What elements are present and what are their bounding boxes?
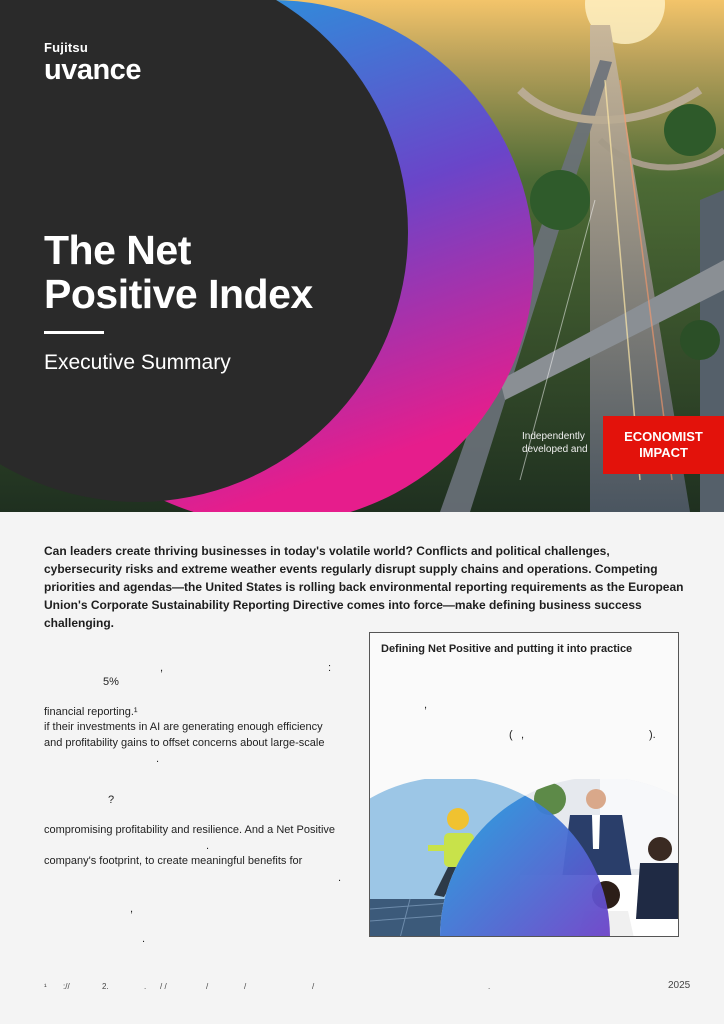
title-divider xyxy=(44,331,104,334)
footnote-fragment: / / xyxy=(160,982,167,991)
report-title xyxy=(44,228,313,316)
sidebar-photo-collage xyxy=(370,779,679,937)
column-fragment: , xyxy=(130,903,134,915)
partner-note-line1: Independently xyxy=(522,431,585,442)
economist-impact-logo xyxy=(603,416,724,474)
column-fragment: . xyxy=(206,840,210,852)
column-line: financial reporting.¹ xyxy=(44,706,138,718)
column-fragment: . xyxy=(156,753,160,765)
footnote-fragment: . xyxy=(144,982,147,991)
column-fragment: : xyxy=(328,662,332,674)
column-line: company's footprint, to create meaningful benefits for xyxy=(44,855,303,867)
footnote-fragment: / xyxy=(312,982,315,991)
footnote-fragment: ¹ xyxy=(44,982,47,991)
column-fragment: , xyxy=(160,662,164,674)
partner-name-line1: ECONOMIST xyxy=(624,429,703,444)
column-line: and profitability gains to offset concerns about large-scale xyxy=(44,737,325,749)
footnote-fragment: 2. xyxy=(102,982,109,991)
column-fragment: . xyxy=(142,933,146,945)
footnote-fragment: :// xyxy=(63,982,70,991)
sidebar-box xyxy=(369,632,679,937)
fujitsu-uvance-logo xyxy=(44,40,141,84)
sidebar-fragment: , xyxy=(424,699,428,711)
column-fragment: 5% xyxy=(103,676,119,688)
sidebar-fragment: ). xyxy=(649,729,656,741)
footnote-fragment: / xyxy=(206,982,209,991)
sidebar-fragment: ( xyxy=(509,729,513,741)
report-title-line2: Positive Index xyxy=(44,271,313,317)
intro-paragraph: Can leaders create thriving businesses in today's volatile world? Conflicts and political challenges, cybersecurity risks and extreme weather events regularly disrupt supply chains and operations. Competing priorities and agendas—the United States is rolling back environmental reporting requirements as the European Union's Corporate Sustainability Reporting Directive comes into force—make defining business success challenging. xyxy=(44,544,684,630)
brand-product: uvance xyxy=(44,54,141,86)
footnote-fragment: . xyxy=(488,982,491,991)
sidebar-title: Defining Net Positive and putting it into practice xyxy=(381,643,633,655)
column-line: if their investments in AI are generating enough efficiency xyxy=(44,721,323,733)
footnote-fragment: / xyxy=(244,982,247,991)
sidebar-fragment: , xyxy=(521,729,525,741)
publication-year: 2025 xyxy=(668,980,691,991)
column-fragment: . xyxy=(338,872,342,884)
partner-note xyxy=(522,430,588,456)
column-line: compromising profitability and resilience. And a Net Positive xyxy=(44,824,336,836)
report-subtitle: Executive Summary xyxy=(44,351,231,374)
brand-company: Fujitsu xyxy=(44,40,89,55)
report-title-line1: The Net xyxy=(44,227,191,273)
column-fragment: ? xyxy=(108,794,115,806)
partner-note-line2: developed and xyxy=(522,444,588,455)
partner-name-line2: IMPACT xyxy=(639,445,688,460)
